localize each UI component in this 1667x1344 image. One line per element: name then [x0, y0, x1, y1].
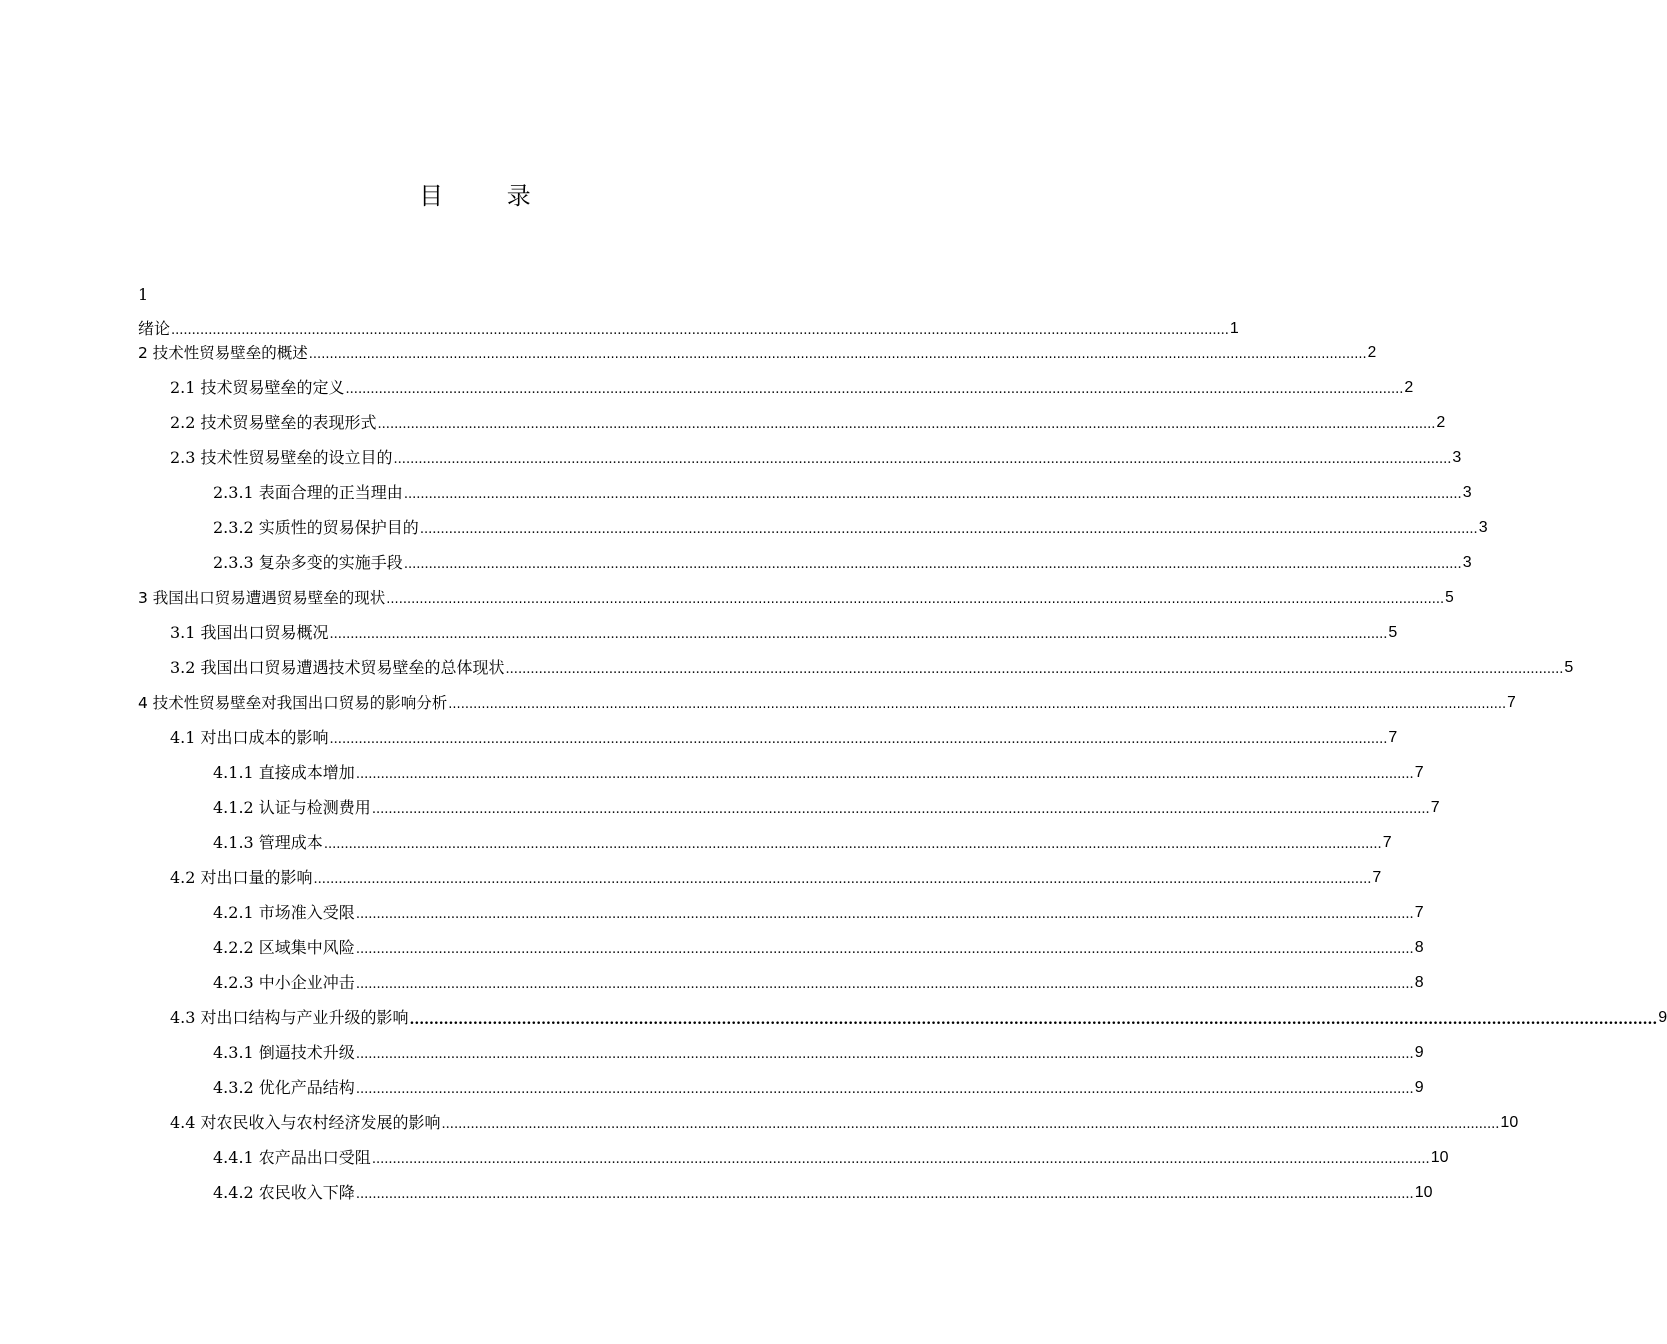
toc-leader-dots: ................................................................................................................................................................................................................................................................	[403, 487, 1462, 502]
toc-entry-page: 5	[1388, 624, 1398, 641]
toc-leader-dots: ................................................................................................................................................................................................................................................................	[393, 452, 1452, 467]
toc-entry-page: 3	[1462, 484, 1472, 501]
toc-entry-label: 4.2.1 市场准入受限	[213, 903, 355, 922]
toc-entry[interactable]	[138, 318, 1239, 340]
toc-entry-label: 4.4 对农民收入与农村经济发展的影响	[170, 1113, 441, 1132]
toc-entry-label: 2.1 技术贸易壁垒的定义	[170, 378, 345, 397]
toc-entry[interactable]	[213, 832, 1392, 854]
toc-leader-dots: ................................................................................................................................................................................................................................................................	[355, 1047, 1414, 1062]
toc-entry-page: 5	[1445, 589, 1454, 606]
toc-entry-label: 4.1 对出口成本的影响	[170, 728, 329, 747]
toc-leader-dots: ................................................................................................................................................................................................................................................................	[386, 592, 1445, 607]
toc-entry-page: 3	[1462, 554, 1472, 571]
toc-entry-page: 7	[1388, 729, 1398, 746]
toc-entry-label: 4.4.2 农民收入下降	[213, 1183, 355, 1202]
toc-leader-dots: ................................................................................................................................................................................................................................................................	[355, 977, 1414, 992]
toc-entry[interactable]	[170, 447, 1462, 469]
toc-entry[interactable]	[213, 902, 1424, 924]
toc-leader-dots: ................................................................................................................................................................................................................................................................	[329, 732, 1388, 747]
toc-leader-dots: ................................................................................................................................................................................................................................................................	[313, 872, 1372, 887]
toc-entry-label: 2.3 技术性贸易壁垒的设立目的	[170, 448, 393, 467]
toc-entry-label: 4 技术性贸易壁垒对我国出口贸易的影响分析	[138, 694, 448, 712]
toc-entry-label: 4.2.3 中小企业冲击	[213, 973, 355, 992]
toc-leader-dots: ................................................................................................................................................................................................................................................................	[345, 382, 1404, 397]
toc-entry[interactable]	[170, 412, 1446, 434]
toc-entry-page: 9	[1414, 1044, 1424, 1061]
toc-entry[interactable]	[170, 657, 1574, 679]
toc-entry-label: 2.3.1 表面合理的正当理由	[213, 483, 403, 502]
toc-leader-dots: ................................................................................................................................................................................................................................................................	[419, 522, 1478, 537]
toc-entry[interactable]	[213, 762, 1424, 784]
toc-entry-label: 4.1.2 认证与检测费用	[213, 798, 371, 817]
toc-entry[interactable]	[170, 1007, 1667, 1029]
toc-leader-dots: ................................................................................................................................................................................................................................................................	[171, 323, 1229, 338]
toc-entry[interactable]	[213, 482, 1472, 504]
toc-entry-page: 5	[1564, 659, 1574, 676]
toc-leader-dots: ................................................................................................................................................................................................................................................................	[505, 662, 1564, 677]
toc-entry[interactable]	[170, 622, 1398, 644]
toc-leader-dots: ................................................................................................................................................................................................................................................................	[323, 837, 1382, 852]
toc-entry-label: 4.3.1 倒逼技术升级	[213, 1043, 355, 1062]
toc-entry-label: 4.4.1 农产品出口受阻	[213, 1148, 371, 1167]
toc-entry-label: 2.2 技术贸易壁垒的表现形式	[170, 413, 377, 432]
toc-entry-page: 7	[1507, 694, 1516, 711]
toc-entry-page: 10	[1414, 1184, 1433, 1201]
toc-entry-page: 8	[1414, 974, 1424, 991]
toc-entry[interactable]	[138, 342, 1377, 364]
toc-entry-page: 7	[1414, 904, 1424, 921]
toc-entry[interactable]	[213, 1147, 1449, 1169]
toc-entry-label: 2 技术性贸易壁垒的概述	[138, 344, 308, 362]
toc-entry[interactable]	[170, 867, 1382, 889]
toc-entry-page: 9	[1658, 1009, 1667, 1026]
toc-entry-page: 2	[1436, 414, 1446, 431]
toc-entry[interactable]	[138, 692, 1516, 714]
toc-entry-page: 1	[1229, 320, 1239, 337]
toc-entry-label: 2.3.3 复杂多变的实施手段	[213, 553, 403, 572]
toc-leader-dots: ................................................................................................................................................................................................................................................................	[377, 417, 1436, 432]
toc-entry-page: 7	[1414, 764, 1424, 781]
toc-entry-page: 3	[1452, 449, 1462, 466]
toc-entry[interactable]	[170, 1112, 1519, 1134]
toc-entry[interactable]	[213, 1182, 1433, 1204]
toc-entry-label: 3.1 我国出口贸易概况	[170, 623, 329, 642]
toc-entry-label: 3.2 我国出口贸易遭遇技术贸易壁垒的总体现状	[170, 658, 505, 677]
toc-leader-dots: ................................................................................................................................................................................................................................................................	[355, 767, 1414, 782]
toc-entry-label: 4.3.2 优化产品结构	[213, 1078, 355, 1097]
toc-entry[interactable]	[213, 797, 1440, 819]
toc-entry-label: 绪论	[138, 319, 171, 338]
toc-entry[interactable]	[213, 1042, 1424, 1064]
toc-leader-dots: ................................................................................................................................................................................................................................................................	[355, 1082, 1414, 1097]
toc-chapter-number: 1	[138, 285, 149, 304]
toc-leader-dots: ................................................................................................................................................................................................................................................................	[355, 907, 1414, 922]
toc-entry-label: 4.2 对出口量的影响	[170, 868, 313, 887]
toc-entry[interactable]	[213, 552, 1472, 574]
toc-entry[interactable]	[213, 1077, 1424, 1099]
toc-entry-label: 4.1.1 直接成本增加	[213, 763, 355, 782]
toc-leader-dots: ................................................................................................................................................................................................................................................................	[371, 802, 1430, 817]
toc-entry[interactable]	[213, 517, 1488, 539]
toc-entry-page: 3	[1478, 519, 1488, 536]
toc-entry-page: 8	[1414, 939, 1424, 956]
toc-leader-dots: ................................................................................................................................................................................................................................................................	[371, 1152, 1430, 1167]
toc-entry-label: 2.3.2 实质性的贸易保护目的	[213, 518, 419, 537]
toc-entry-page: 2	[1404, 379, 1414, 396]
toc-leader-dots: ................................................................................................................................................................................................................................................................	[308, 347, 1367, 362]
toc-entry-page: 10	[1430, 1149, 1449, 1166]
toc-entry-label: 4.3 对出口结构与产业升级的影响	[170, 1008, 409, 1027]
toc-entry-label: 4.1.3 管理成本	[213, 833, 323, 852]
toc-entry-page: 9	[1414, 1079, 1424, 1096]
toc-entry[interactable]	[170, 727, 1398, 749]
toc-entry-page: 7	[1372, 869, 1382, 886]
toc-leader-dots: ................................................................................................................................................................................................................................................................	[441, 1117, 1500, 1132]
toc-entry[interactable]	[213, 937, 1424, 959]
toc-leader-dots: ................................................................................................................................................................................................................................................................	[403, 557, 1462, 572]
toc-leader-dots: ................................................................................................................................................................................................................................................................	[355, 942, 1414, 957]
toc-leader-dots: ................................................................................................................................................................................................................................................................	[355, 1187, 1414, 1202]
toc-entry-page: 7	[1382, 834, 1392, 851]
toc-entry-label: 4.2.2 区域集中风险	[213, 938, 355, 957]
toc-entry-label: 3 我国出口贸易遭遇贸易壁垒的现状	[138, 589, 386, 607]
toc-entry-page: 10	[1500, 1114, 1519, 1131]
toc-entry[interactable]	[213, 972, 1424, 994]
toc-leader-dots: ................................................................................................................................................................................................................................................................	[409, 1012, 1658, 1028]
toc-entry[interactable]	[138, 587, 1454, 609]
page-title: 目 录	[419, 182, 559, 210]
toc-entry-page: 7	[1430, 799, 1440, 816]
toc-entry[interactable]	[170, 377, 1414, 399]
toc-entry-page: 2	[1367, 344, 1377, 361]
toc-leader-dots: ................................................................................................................................................................................................................................................................	[448, 697, 1507, 712]
toc-leader-dots: ................................................................................................................................................................................................................................................................	[329, 627, 1388, 642]
